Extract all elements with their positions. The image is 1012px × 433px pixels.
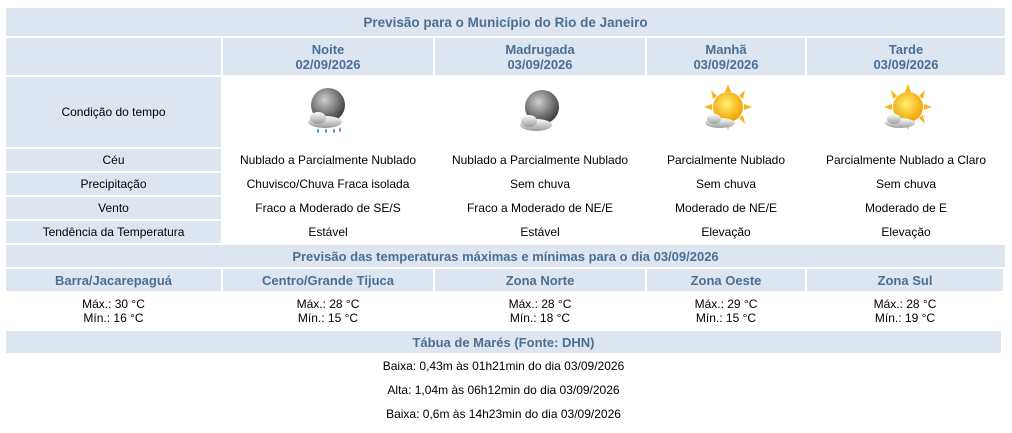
- temp-max: Máx.: 29 °C: [694, 297, 758, 311]
- zone-name: Zona Norte: [435, 269, 645, 291]
- period-date: 02/09/2026: [295, 56, 361, 72]
- period-date: 03/09/2026: [507, 56, 573, 72]
- period-name: Noite: [311, 41, 345, 57]
- forecast-container: [4, 6, 1003, 427]
- row-label-vento: Vento: [6, 197, 221, 219]
- ceu-cell: Nublado a Parcialmente Nublado: [435, 149, 645, 171]
- condition-cell-noite: [223, 77, 433, 147]
- sun-cloud-icon: [878, 83, 934, 139]
- row-label-ceu: Céu: [6, 149, 221, 171]
- condition-cell-tarde: [807, 77, 1005, 147]
- temp-min: Mín.: 19 °C: [874, 311, 936, 325]
- precipitacao-cell: Sem chuva: [807, 173, 1005, 195]
- period-header-tarde: [807, 38, 1005, 75]
- ceu-cell: Nublado a Parcialmente Nublado: [223, 149, 433, 171]
- tide-row: Baixa: 0,6m às 14h23min do dia 03/09/2026: [6, 403, 1001, 425]
- row-label-condicao: Condição do tempo: [6, 77, 221, 147]
- period-date: 03/09/2026: [693, 56, 759, 72]
- temp-max: Máx.: 30 °C: [82, 297, 145, 311]
- ceu-cell: Parcialmente Nublado a Claro: [807, 149, 1005, 171]
- period-name: Madrugada: [505, 41, 575, 57]
- tide-row: Baixa: 0,43m às 01h21min do dia 03/09/2026: [6, 355, 1001, 377]
- tendencia-cell: Estável: [223, 221, 433, 243]
- vento-cell: Fraco a Moderado de NE/E: [435, 197, 645, 219]
- zone-temps: [223, 293, 433, 329]
- period-header-noite: [223, 38, 433, 75]
- moon-cloud-icon: [512, 83, 568, 139]
- zone-name: Centro/Grande Tijuca: [223, 269, 433, 291]
- period-date: 03/09/2026: [873, 56, 939, 72]
- temp-min: Mín.: 18 °C: [509, 311, 571, 325]
- precipitacao-cell: Sem chuva: [435, 173, 645, 195]
- zone-temps: [647, 293, 805, 329]
- zone-name: Zona Oeste: [647, 269, 805, 291]
- tendencia-cell: Elevação: [647, 221, 805, 243]
- vento-cell: Moderado de E: [807, 197, 1005, 219]
- precipitacao-cell: Chuvisco/Chuva Fraca isolada: [223, 173, 433, 195]
- period-header-manha: [647, 38, 805, 75]
- zone-temps: [6, 293, 221, 329]
- temp-max: Máx.: 28 °C: [508, 297, 572, 311]
- vento-cell: Moderado de NE/E: [647, 197, 805, 219]
- period-name: Manhã: [705, 41, 747, 57]
- temp-min: Mín.: 16 °C: [83, 311, 144, 325]
- sun-cloud-icon: [698, 83, 754, 139]
- temp-max: Máx.: 28 °C: [873, 297, 937, 311]
- condition-cell-madrugada: [435, 77, 645, 147]
- precipitacao-cell: Sem chuva: [647, 173, 805, 195]
- zone-temps: [807, 293, 1003, 329]
- tendencia-cell: Elevação: [807, 221, 1005, 243]
- period-name: Tarde: [888, 41, 924, 57]
- row-label-tendencia: Tendência da Temperatura: [6, 221, 221, 243]
- temp-min: Mín.: 15 °C: [695, 311, 757, 325]
- temperature-table: [4, 267, 1005, 331]
- temp-title: Previsão das temperaturas máximas e mínimas para o dia 03/09/2026: [6, 245, 1005, 267]
- tide-row: Alta: 1,04m às 06h12min do dia 03/09/2026: [6, 379, 1001, 401]
- moon-cloud-rain-icon: [300, 83, 356, 139]
- temp-max: Máx.: 28 °C: [296, 297, 360, 311]
- tides-table: [4, 329, 1003, 427]
- tides-title: Tábua de Marés (Fonte: DHN): [6, 331, 1001, 353]
- row-label-precipitacao: Precipitação: [6, 173, 221, 195]
- zone-name: Barra/Jacarepaguá: [6, 269, 221, 291]
- period-header-madrugada: [435, 38, 645, 75]
- tendencia-cell: Estável: [435, 221, 645, 243]
- forecast-table: [4, 6, 1007, 269]
- zone-temps: [435, 293, 645, 329]
- vento-cell: Fraco a Moderado de SE/S: [223, 197, 433, 219]
- condition-cell-manha: [647, 77, 805, 147]
- forecast-title: Previsão para o Município do Rio de Janeiro: [6, 8, 1005, 36]
- zone-name: Zona Sul: [807, 269, 1003, 291]
- period-header-empty: [6, 38, 221, 75]
- ceu-cell: Parcialmente Nublado: [647, 149, 805, 171]
- temp-min: Mín.: 15 °C: [297, 311, 359, 325]
